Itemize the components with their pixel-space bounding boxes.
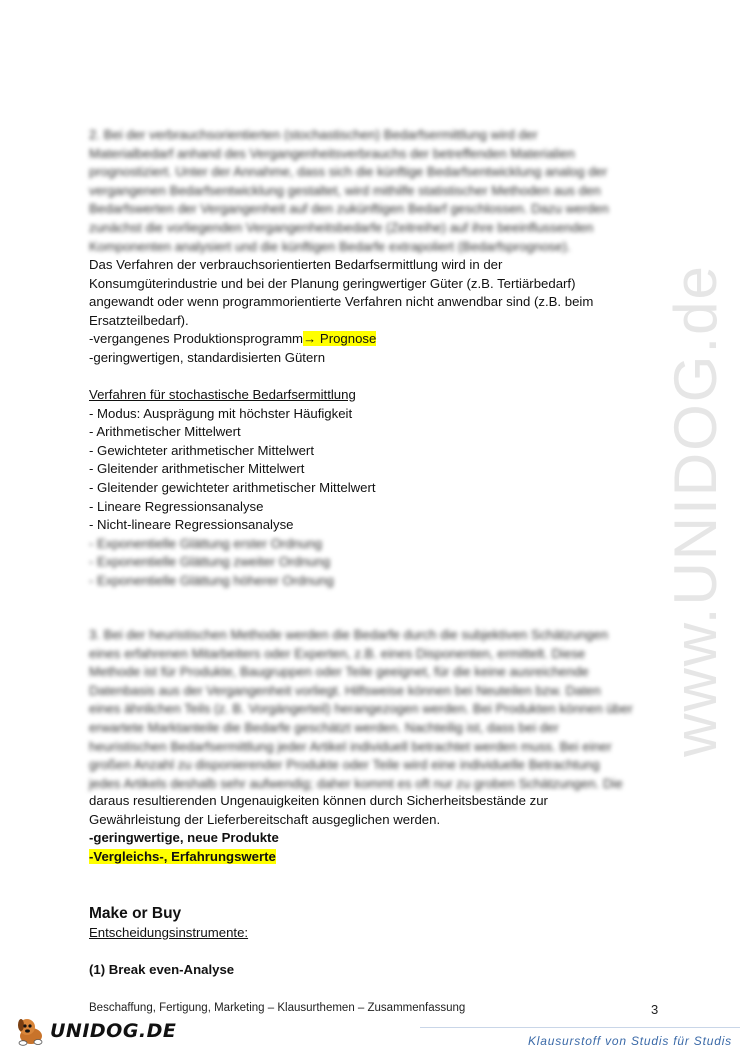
blurred-line: großen Anzahl zu disponierender Produkte oder Teile wird eine individuelle Betrachtung	[89, 757, 600, 773]
heuristic-tail	[89, 792, 649, 866]
unidog-logo	[14, 1016, 176, 1046]
blurred-line: erwartete Marktanteile die Bedarfe geschätzt werden. Nachteilig ist, dass bei der	[89, 719, 559, 735]
highlight-erfahrungswerte: -Vergleichs-, Erfahrungswerte	[89, 848, 276, 864]
blurred-line: Materialbedarf anhand des Vergangenheitsverbrauchs der betreffenden Materialien	[89, 145, 575, 161]
watermark-text: www.UNIDOG.de	[661, 263, 729, 757]
method-item-blurred: - Exponentielle Glättung zweiter Ordnung	[89, 554, 331, 570]
method-item: - Arithmetischer Mittelwert	[89, 424, 241, 440]
method-item: - Lineare Regressionsanalyse	[89, 498, 264, 514]
spacer	[89, 943, 649, 962]
logo-text: UNIDOG.DE	[50, 1020, 177, 1042]
method-item: - Gleitender gewichteter arithmetischer Mittelwert	[89, 479, 376, 495]
tagline: Klausurstoff von Studis für Studis	[528, 1034, 732, 1048]
arrow-icon: →	[303, 331, 317, 347]
blurred-line: heuristischen Bedarfsermittlung jeder Artikel individuell betrachtet werden muss. Bei einer	[89, 738, 612, 754]
method-item-blurred: - Exponentielle Glättung höherer Ordnung	[89, 572, 334, 588]
paragraph-line: Gewährleistung der Lieferbereitschaft ausgeglichen werden.	[89, 811, 441, 827]
blurred-line: Komponenten analysiert und die künftigen Bedarfe extrapoliert (Bedarfsprognose).	[89, 238, 571, 254]
make-or-buy-heading: Make or Buy	[89, 905, 182, 922]
entscheidung-subheading: Entscheidungsinstrumente:	[89, 925, 249, 940]
blurred-intro-paragraph	[89, 126, 649, 256]
page-number: 3	[651, 1002, 659, 1017]
bullet-prognose	[89, 330, 649, 349]
footer-divider	[420, 1027, 740, 1028]
methods-title: Verfahren für stochastische Bedarfsermittlung	[89, 387, 356, 402]
method-item-blurred: - Exponentielle Glättung erster Ordnung	[89, 535, 323, 551]
paragraph-line: Ersatzteilbedarf).	[89, 312, 189, 328]
paragraph-line: Konsumgüterindustrie und bei der Planung geringwertiger Güter (z.B. Tertiärbedarf)	[89, 275, 576, 291]
method-item: - Gewichteter arithmetischer Mittelwert	[89, 442, 314, 458]
methods-section	[89, 386, 649, 591]
blurred-line: vergangenen Bedarfsentwicklung gestaltet, wird mithilfe statistischer Methoden aus den	[89, 182, 601, 198]
footer-text: Beschaffung, Fertigung, Marketing – Klausurthemen – Zusammenfassung	[89, 1002, 466, 1014]
method-item: - Modus: Ausprägung mit höchster Häufigkeit	[89, 405, 353, 421]
blurred-line: zunächst die vorliegenden Vergangenheitsbedarfe (Zeitreihe) auf ihre beeinflussenden	[89, 219, 594, 235]
method-item: - Gleitender arithmetischer Mittelwert	[89, 461, 305, 477]
paragraph-line: angewandt oder wenn programmorientierte Verfahren nicht anwendbar sind (z.B. beim	[89, 294, 594, 310]
highlight-text: Prognose	[319, 331, 377, 347]
bullet-gueter: -geringwertigen, standardisierten Gütern	[89, 349, 326, 365]
blurred-heuristic-paragraph	[89, 626, 649, 793]
blurred-line: jedes Artikels deshalb sehr aufwendig; daher kommt es oft nur zu groben Schätzungen. Die	[89, 775, 623, 791]
dog-mascot-icon	[14, 1016, 48, 1046]
watermark	[650, 263, 740, 757]
blurred-line: Datenbasis aus der Vergangenheit vorliegt. Hilfsweise können bei Neuteilen bzw. Daten	[89, 682, 601, 698]
bullet-erfahrungswerte	[89, 848, 649, 867]
paragraph-line: Das Verfahren der verbrauchsorientierten Bedarfsermittlung wird in der	[89, 257, 503, 272]
highlight-prognose	[303, 331, 376, 346]
blurred-line: 2. Bei der verbrauchsorientierten (stochastischen) Bedarfsermittlung wird der	[89, 127, 538, 142]
verbrauch-paragraph	[89, 256, 649, 368]
make-or-buy-section	[89, 904, 649, 980]
bullet-text: -vergangenes Produktionsprogramm	[89, 331, 304, 347]
break-even-heading: (1) Break even-Analyse	[89, 962, 235, 978]
blurred-line: Methode ist für Produkte, Baugruppen oder Teile geeignet, für die keine ausreichende	[89, 664, 589, 680]
paragraph-line: daraus resultierenden Ungenauigkeiten können durch Sicherheitsbestände zur	[89, 793, 548, 808]
blurred-line: eines erfahrenen Mitarbeiters oder Experten, z.B. eines Disponenten, ermittelt. Diese	[89, 645, 586, 661]
blurred-line: Bedarfswerten der Vergangenheit auf den zukünftigen Bedarf geschlossen. Dazu werden	[89, 201, 609, 217]
bullet-neue-produkte: -geringwertige, neue Produkte	[89, 830, 279, 846]
blurred-line: 3. Bei der heuristischen Methode werden die Bedarfe durch die subjektiven Schätzungen	[89, 627, 609, 642]
blurred-line: eines ähnlichen Teils (z. B. Vorgängerteil) herangezogen werden. Bei Produkten können über	[89, 701, 633, 717]
blurred-line: prognostiziert. Unter der Annahme, dass sich die künftige Bedarfsentwicklung analog der	[89, 164, 608, 180]
method-item: - Nicht-lineare Regressionsanalyse	[89, 517, 294, 533]
